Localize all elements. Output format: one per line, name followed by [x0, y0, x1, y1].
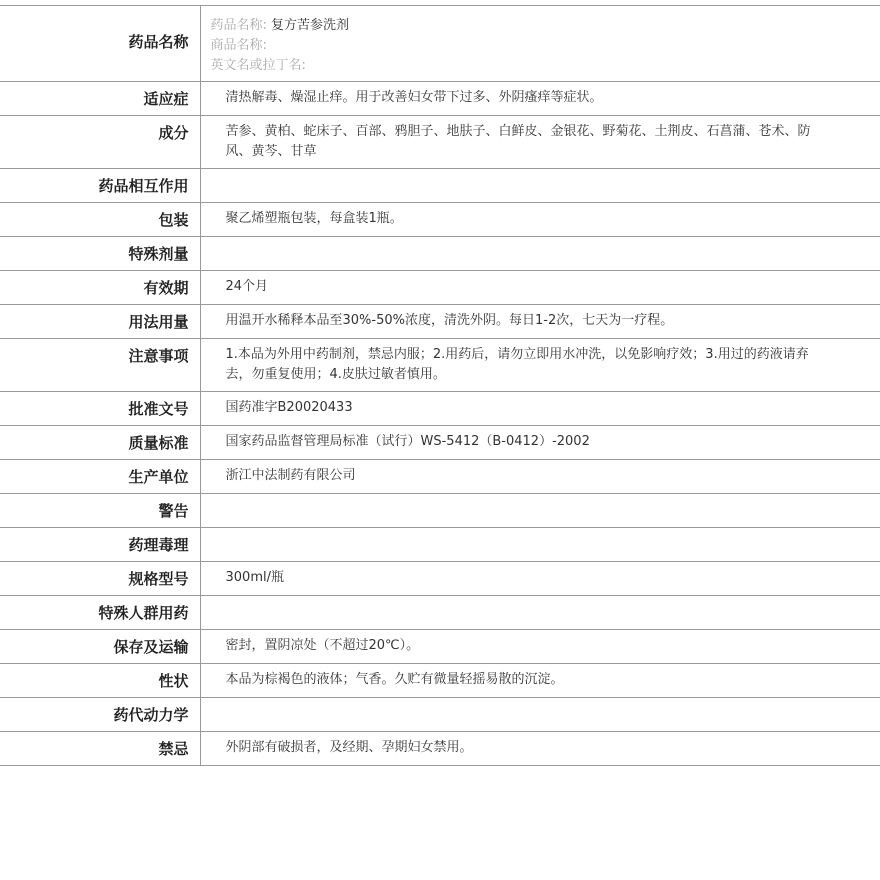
row-label: 禁忌	[0, 732, 200, 766]
table-row-appearance	[0, 664, 880, 698]
row-value: 用温开水稀释本品至30%-50%浓度，清洗外阴。每日1-2次，七天为一疗程。	[225, 313, 674, 328]
row-value: 浙江中法制药有限公司	[225, 468, 356, 483]
drug-name-block	[200, 6, 880, 82]
row-label: 有效期	[0, 271, 200, 305]
row-label: 规格型号	[0, 562, 200, 596]
row-value: 国家药品监督管理局标准（试行）WS-5412（B-0412）-2002	[225, 434, 590, 449]
row-value	[200, 237, 880, 271]
table-row-indications	[0, 82, 880, 116]
row-label: 批准文号	[0, 392, 200, 426]
table-row-contraindications	[0, 732, 880, 766]
latin-name-line	[211, 56, 821, 76]
table-row-quality-standard	[0, 426, 880, 460]
row-value	[200, 169, 880, 203]
row-label: 用法用量	[0, 305, 200, 339]
table-row-pharmacology	[0, 528, 880, 562]
row-value: 国药准字B20020433	[225, 400, 353, 415]
row-label: 保存及运输	[0, 630, 200, 664]
row-label: 适应症	[0, 82, 200, 116]
generic-name-value: 复方苦参洗剂	[271, 18, 350, 33]
row-value: 本品为棕褐色的液体；气香。久贮有微量轻摇易散的沉淀。	[225, 672, 564, 687]
table-row-shelf-life	[0, 271, 880, 305]
table-row-approval-number	[0, 392, 880, 426]
row-value: 苦参、黄柏、蛇床子、百部、鸦胆子、地肤子、白鲜皮、金银花、野菊花、土荆皮、石菖蒲、苍术、防风、黄芩、甘草	[225, 124, 811, 159]
table-row-specification	[0, 562, 880, 596]
row-label: 药代动力学	[0, 698, 200, 732]
drug-info-table	[0, 5, 880, 766]
row-label: 包装	[0, 203, 200, 237]
row-label: 特殊人群用药	[0, 596, 200, 630]
table-row-ingredients	[0, 116, 880, 169]
table-row-drug-name	[0, 6, 880, 82]
row-label: 药理毒理	[0, 528, 200, 562]
row-label: 特殊剂量	[0, 237, 200, 271]
row-label: 生产单位	[0, 460, 200, 494]
table-row-packaging	[0, 203, 880, 237]
row-value: 1.本品为外用中药制剂，禁忌内服；2.用药后，请勿立即用水冲洗，以免影响疗效；3.用过的药液请弃去，勿重复使用；4.皮肤过敏者慎用。	[225, 347, 809, 382]
table-row-special-populations	[0, 596, 880, 630]
row-value	[200, 528, 880, 562]
row-value: 300ml/瓶	[225, 570, 284, 585]
row-label: 注意事项	[0, 339, 200, 392]
trade-name-line	[211, 36, 821, 56]
row-value: 清热解毒、燥湿止痒。用于改善妇女带下过多、外阴瘙痒等症状。	[225, 90, 603, 105]
generic-name-key: 药品名称:	[210, 18, 267, 33]
row-value	[200, 596, 880, 630]
row-label: 质量标准	[0, 426, 200, 460]
row-label: 成分	[0, 116, 200, 169]
generic-name-line	[211, 16, 821, 36]
row-label: 性状	[0, 664, 200, 698]
trade-name-key: 商品名称:	[210, 38, 267, 53]
row-value: 外阴部有破损者，及经期、孕期妇女禁用。	[225, 740, 473, 755]
row-value: 24个月	[225, 279, 269, 294]
table-row-manufacturer	[0, 460, 880, 494]
table-row-precautions	[0, 339, 880, 392]
table-row-storage	[0, 630, 880, 664]
table-row-pharmacokinetics	[0, 698, 880, 732]
table-row-special-dosage	[0, 237, 880, 271]
row-value	[200, 494, 880, 528]
row-value: 密封，置阴凉处（不超过20℃）。	[225, 638, 420, 653]
latin-name-key: 英文名或拉丁名:	[210, 58, 306, 73]
row-label: 药品相互作用	[0, 169, 200, 203]
table-row-usage	[0, 305, 880, 339]
row-value	[200, 698, 880, 732]
row-label: 警告	[0, 494, 200, 528]
table-row-interactions	[0, 169, 880, 203]
row-label: 药品名称	[0, 6, 200, 82]
row-value: 聚乙烯塑瓶包装，每盒装1瓶。	[225, 211, 403, 226]
table-row-warning	[0, 494, 880, 528]
